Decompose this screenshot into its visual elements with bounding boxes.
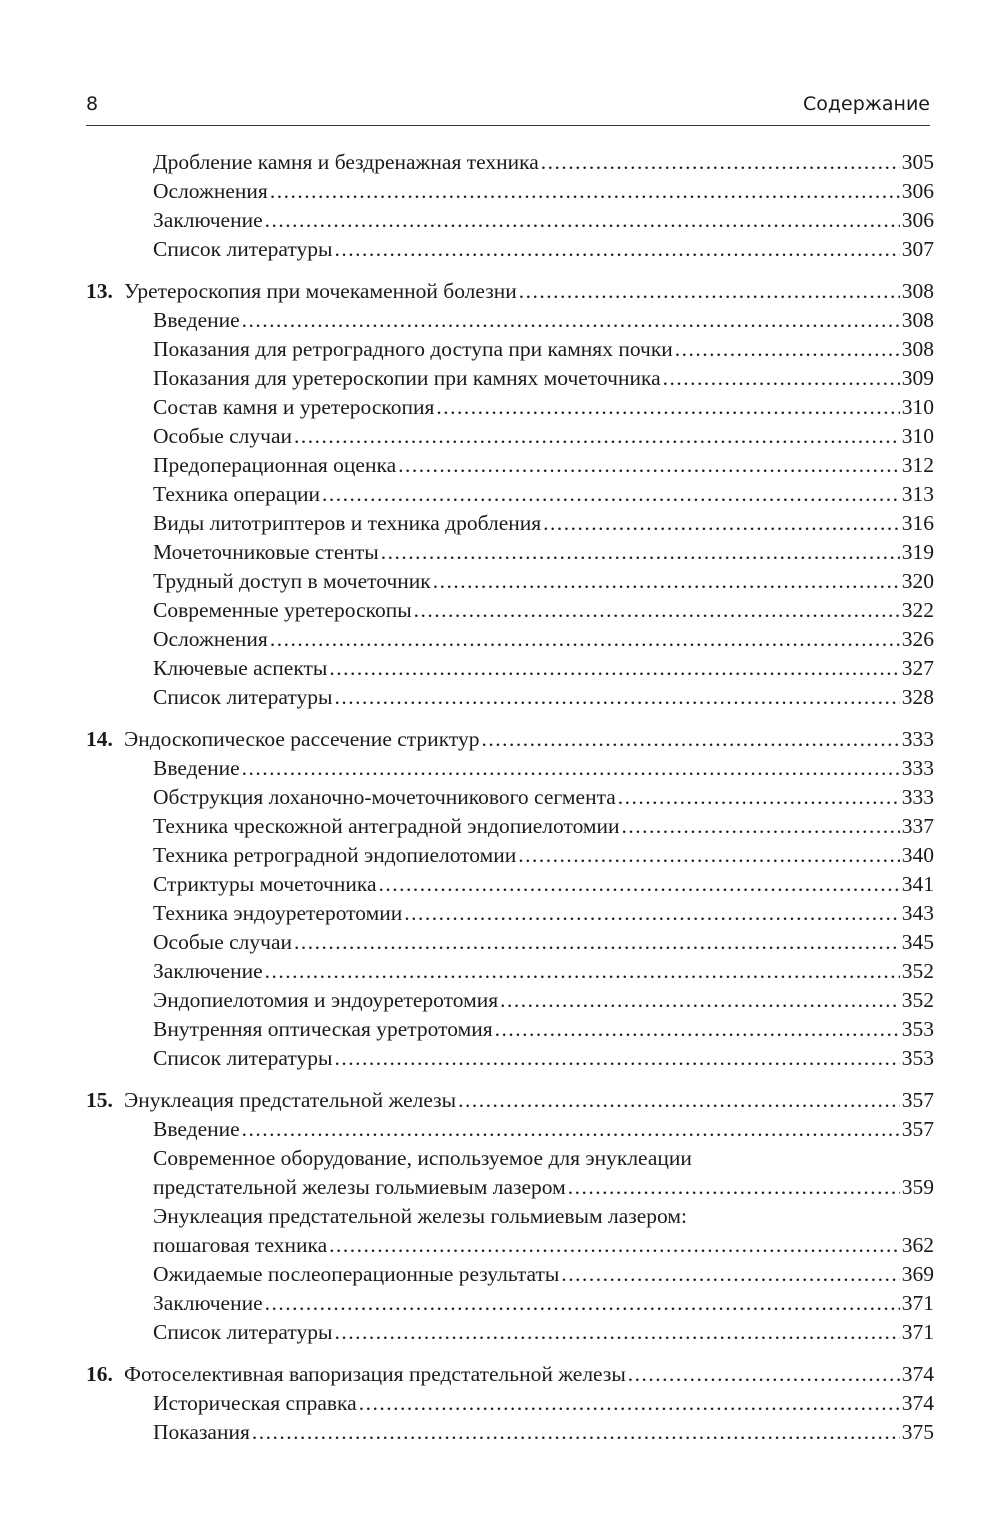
running-title: Содержание <box>803 93 930 115</box>
dot-leader <box>675 335 900 364</box>
dot-leader <box>622 812 900 841</box>
toc-entry[interactable] <box>153 1389 934 1418</box>
chapter-number: 14. <box>86 727 113 751</box>
dot-leader <box>618 783 900 812</box>
page-number: 8 <box>86 93 99 115</box>
entry-page: 308 <box>901 337 934 361</box>
dot-leader <box>481 725 899 754</box>
dot-leader <box>329 654 899 683</box>
dot-leader <box>242 1115 900 1144</box>
entry-title: Обструкция лоханочно-мочеточникового сегмента <box>153 785 616 809</box>
toc-entry[interactable] <box>153 1115 934 1144</box>
entry-title: Список литературы <box>153 237 333 261</box>
dot-leader <box>433 567 900 596</box>
toc-entry[interactable] <box>153 783 934 812</box>
dot-leader <box>519 277 900 306</box>
toc-entry[interactable] <box>153 335 934 364</box>
entry-page: 333 <box>901 785 934 809</box>
entry-title: Введение <box>153 756 240 780</box>
entry-title-continuation: пошаговая техника <box>153 1233 328 1257</box>
dot-leader <box>294 422 900 451</box>
entry-title: Эндопиелотомия и эндоуретеротомия <box>153 988 499 1012</box>
chapter-number: 13. <box>86 279 113 303</box>
chapter-row[interactable] <box>86 725 934 754</box>
entry-title: Заключение <box>153 1291 263 1315</box>
entry-title: Виды литотриптеров и техника дробления <box>153 511 542 535</box>
toc-section <box>86 725 934 1073</box>
toc-entry[interactable] <box>153 683 934 712</box>
entry-title: Энуклеация предстательной железы гольмиевым лазером: <box>153 1204 687 1228</box>
entry-title: Техника чрескожной антеградной эндопиелотомии <box>153 814 620 838</box>
dot-leader <box>265 206 900 235</box>
dot-leader <box>379 870 900 899</box>
entry-title: Заключение <box>153 959 263 983</box>
entry-page: 374 <box>901 1391 934 1415</box>
entry-page: 308 <box>901 308 934 332</box>
toc-section <box>86 148 934 264</box>
entry-title: Заключение <box>153 208 263 232</box>
toc-entry[interactable] <box>153 306 934 335</box>
dot-leader <box>242 754 900 783</box>
header-rule <box>86 125 930 126</box>
entry-page: 312 <box>901 453 934 477</box>
entry-title: Особые случаи <box>153 424 293 448</box>
entry-page: 310 <box>901 395 934 419</box>
dot-leader <box>541 148 900 177</box>
toc-entry[interactable] <box>153 509 934 538</box>
toc-entry[interactable] <box>153 596 934 625</box>
toc-entry[interactable] <box>153 928 934 957</box>
entry-page: 352 <box>901 959 934 983</box>
entry-page: 340 <box>901 843 934 867</box>
dot-leader <box>294 928 900 957</box>
toc-entry[interactable] <box>153 1144 934 1173</box>
entry-page: 307 <box>901 237 934 261</box>
entry-title: Введение <box>153 1117 240 1141</box>
toc-entry-continuation[interactable] <box>153 1173 934 1202</box>
toc-entry[interactable] <box>153 538 934 567</box>
entry-title: Техника ретроградной эндопиелотомии <box>153 843 517 867</box>
entry-page: 345 <box>901 930 934 954</box>
dot-leader <box>414 596 900 625</box>
dot-leader <box>568 1173 900 1202</box>
entry-page: 371 <box>901 1320 934 1344</box>
entry-title: Дробление камня и бездренажная техника <box>153 150 539 174</box>
dot-leader <box>436 393 899 422</box>
toc-entry[interactable] <box>153 1289 934 1318</box>
entry-title: Трудный доступ в мочеточник <box>153 569 431 593</box>
dot-leader <box>663 364 900 393</box>
entry-title: Список литературы <box>153 685 333 709</box>
dot-leader <box>398 451 900 480</box>
dot-leader <box>458 1086 900 1115</box>
chapter-number: 15. <box>86 1088 113 1112</box>
toc-entry[interactable] <box>153 899 934 928</box>
entry-title: Введение <box>153 308 240 332</box>
chapter-title: Уретероскопия при мочекаменной болезни <box>124 279 517 303</box>
entry-page: 313 <box>901 482 934 506</box>
chapter-leader <box>124 277 934 306</box>
chapter-leader <box>124 725 934 754</box>
toc-entry[interactable] <box>153 567 934 596</box>
dot-leader <box>329 1231 900 1260</box>
chapter-page: 308 <box>901 279 934 303</box>
dot-leader <box>334 1044 899 1073</box>
toc-entry[interactable] <box>153 422 934 451</box>
entry-page: 353 <box>901 1046 934 1070</box>
toc-entry-continuation[interactable] <box>153 1231 934 1260</box>
toc-entry[interactable] <box>153 1318 934 1347</box>
toc-entry[interactable] <box>153 451 934 480</box>
toc-entry[interactable] <box>153 235 934 264</box>
entry-title: Состав камня и уретероскопия <box>153 395 435 419</box>
dot-leader <box>404 899 900 928</box>
dot-leader <box>500 986 900 1015</box>
entry-page: 305 <box>901 150 934 174</box>
entry-page: 326 <box>901 627 934 651</box>
chapter-leader <box>124 1360 934 1389</box>
chapter-row[interactable] <box>86 1360 934 1389</box>
entry-page: 310 <box>901 424 934 448</box>
entry-title: Особые случаи <box>153 930 293 954</box>
dot-leader <box>322 480 900 509</box>
dot-leader <box>270 625 900 654</box>
chapter-leader <box>124 1086 934 1115</box>
chapter-row[interactable] <box>86 277 934 306</box>
toc-entry[interactable] <box>153 480 934 509</box>
entry-title: Внутренняя оптическая уретротомия <box>153 1017 493 1041</box>
entry-page: 357 <box>901 1117 934 1141</box>
entry-title: Стриктуры мочеточника <box>153 872 377 896</box>
entry-page: 309 <box>901 366 934 390</box>
chapter-page: 357 <box>901 1088 934 1112</box>
chapter-title: Энуклеация предстательной железы <box>124 1088 457 1112</box>
entry-page: 341 <box>901 872 934 896</box>
entry-title: Техника эндоуретеротомии <box>153 901 403 925</box>
toc-entry[interactable] <box>153 986 934 1015</box>
entry-page: 333 <box>901 756 934 780</box>
dot-leader <box>628 1360 900 1389</box>
dot-leader <box>561 1260 899 1289</box>
entry-title: Ожидаемые послеоперационные результаты <box>153 1262 560 1286</box>
toc-entry[interactable] <box>153 625 934 654</box>
entry-title: Ключевые аспекты <box>153 656 328 680</box>
entry-page: 353 <box>901 1017 934 1041</box>
toc-section <box>86 1360 934 1447</box>
toc-entry[interactable] <box>153 841 934 870</box>
entry-page: 352 <box>901 988 934 1012</box>
entry-title: Осложнения <box>153 179 268 203</box>
dot-leader <box>242 306 900 335</box>
dot-leader <box>334 235 899 264</box>
toc-entry[interactable] <box>153 870 934 899</box>
chapter-page: 333 <box>901 727 934 751</box>
toc-entry[interactable] <box>153 1418 934 1447</box>
entry-page: 343 <box>901 901 934 925</box>
entry-title: Современные уретероскопы <box>153 598 412 622</box>
entry-page: 337 <box>901 814 934 838</box>
entry-page: 320 <box>901 569 934 593</box>
toc-entry[interactable] <box>153 393 934 422</box>
toc-entry[interactable] <box>153 1260 934 1289</box>
entry-page: 306 <box>901 179 934 203</box>
chapter-title: Эндоскопическое рассечение стриктур <box>124 727 480 751</box>
chapter-number: 16. <box>86 1362 113 1386</box>
dot-leader <box>543 509 900 538</box>
entry-page: 322 <box>901 598 934 622</box>
toc-entry[interactable] <box>153 812 934 841</box>
entry-page: 375 <box>901 1420 934 1444</box>
toc-entry[interactable] <box>153 364 934 393</box>
dot-leader <box>495 1015 900 1044</box>
toc-entry[interactable] <box>153 957 934 986</box>
table-of-contents <box>86 148 934 1447</box>
toc-entry[interactable] <box>153 177 934 206</box>
toc-entry[interactable] <box>153 1044 934 1073</box>
toc-entry[interactable] <box>153 654 934 683</box>
dot-leader <box>252 1418 900 1447</box>
dot-leader <box>381 538 900 567</box>
entry-page: 371 <box>901 1291 934 1315</box>
entry-title: Показания для уретероскопии при камнях мочеточника <box>153 366 661 390</box>
toc-entry[interactable] <box>153 1202 934 1231</box>
toc-entry[interactable] <box>153 206 934 235</box>
entry-title: Предоперационная оценка <box>153 453 397 477</box>
toc-entry[interactable] <box>153 754 934 783</box>
chapter-row[interactable] <box>86 1086 934 1115</box>
entry-page: 328 <box>901 685 934 709</box>
dot-leader <box>265 1289 900 1318</box>
entry-title: Современное оборудование, используемое для энуклеации <box>153 1146 692 1170</box>
entry-page: 359 <box>901 1175 934 1199</box>
dot-leader <box>334 1318 899 1347</box>
chapter-title: Фотоселективная вапоризация предстательной железы <box>124 1362 626 1386</box>
entry-title: Техника операции <box>153 482 320 506</box>
entry-page: 319 <box>901 540 934 564</box>
entry-title: Осложнения <box>153 627 268 651</box>
entry-page: 327 <box>901 656 934 680</box>
toc-section <box>86 277 934 712</box>
entry-title-continuation: предстательной железы гольмиевым лазером <box>153 1175 566 1199</box>
entry-title: Показания для ретроградного доступа при камнях почки <box>153 337 673 361</box>
toc-section <box>86 1086 934 1347</box>
entry-title: Показания <box>153 1420 250 1444</box>
entry-page: 316 <box>901 511 934 535</box>
chapter-page: 374 <box>901 1362 934 1386</box>
entry-page: 306 <box>901 208 934 232</box>
toc-entry[interactable] <box>153 1015 934 1044</box>
entry-title: Список литературы <box>153 1320 333 1344</box>
entry-title: Список литературы <box>153 1046 333 1070</box>
running-head <box>86 90 930 120</box>
dot-leader <box>518 841 899 870</box>
dot-leader <box>265 957 900 986</box>
dot-leader <box>359 1389 900 1418</box>
entry-page: 362 <box>901 1233 934 1257</box>
entry-page: 369 <box>901 1262 934 1286</box>
dot-leader <box>334 683 899 712</box>
entry-title: Историческая справка <box>153 1391 357 1415</box>
toc-entry[interactable] <box>153 148 934 177</box>
entry-title: Мочеточниковые стенты <box>153 540 379 564</box>
dot-leader <box>270 177 900 206</box>
